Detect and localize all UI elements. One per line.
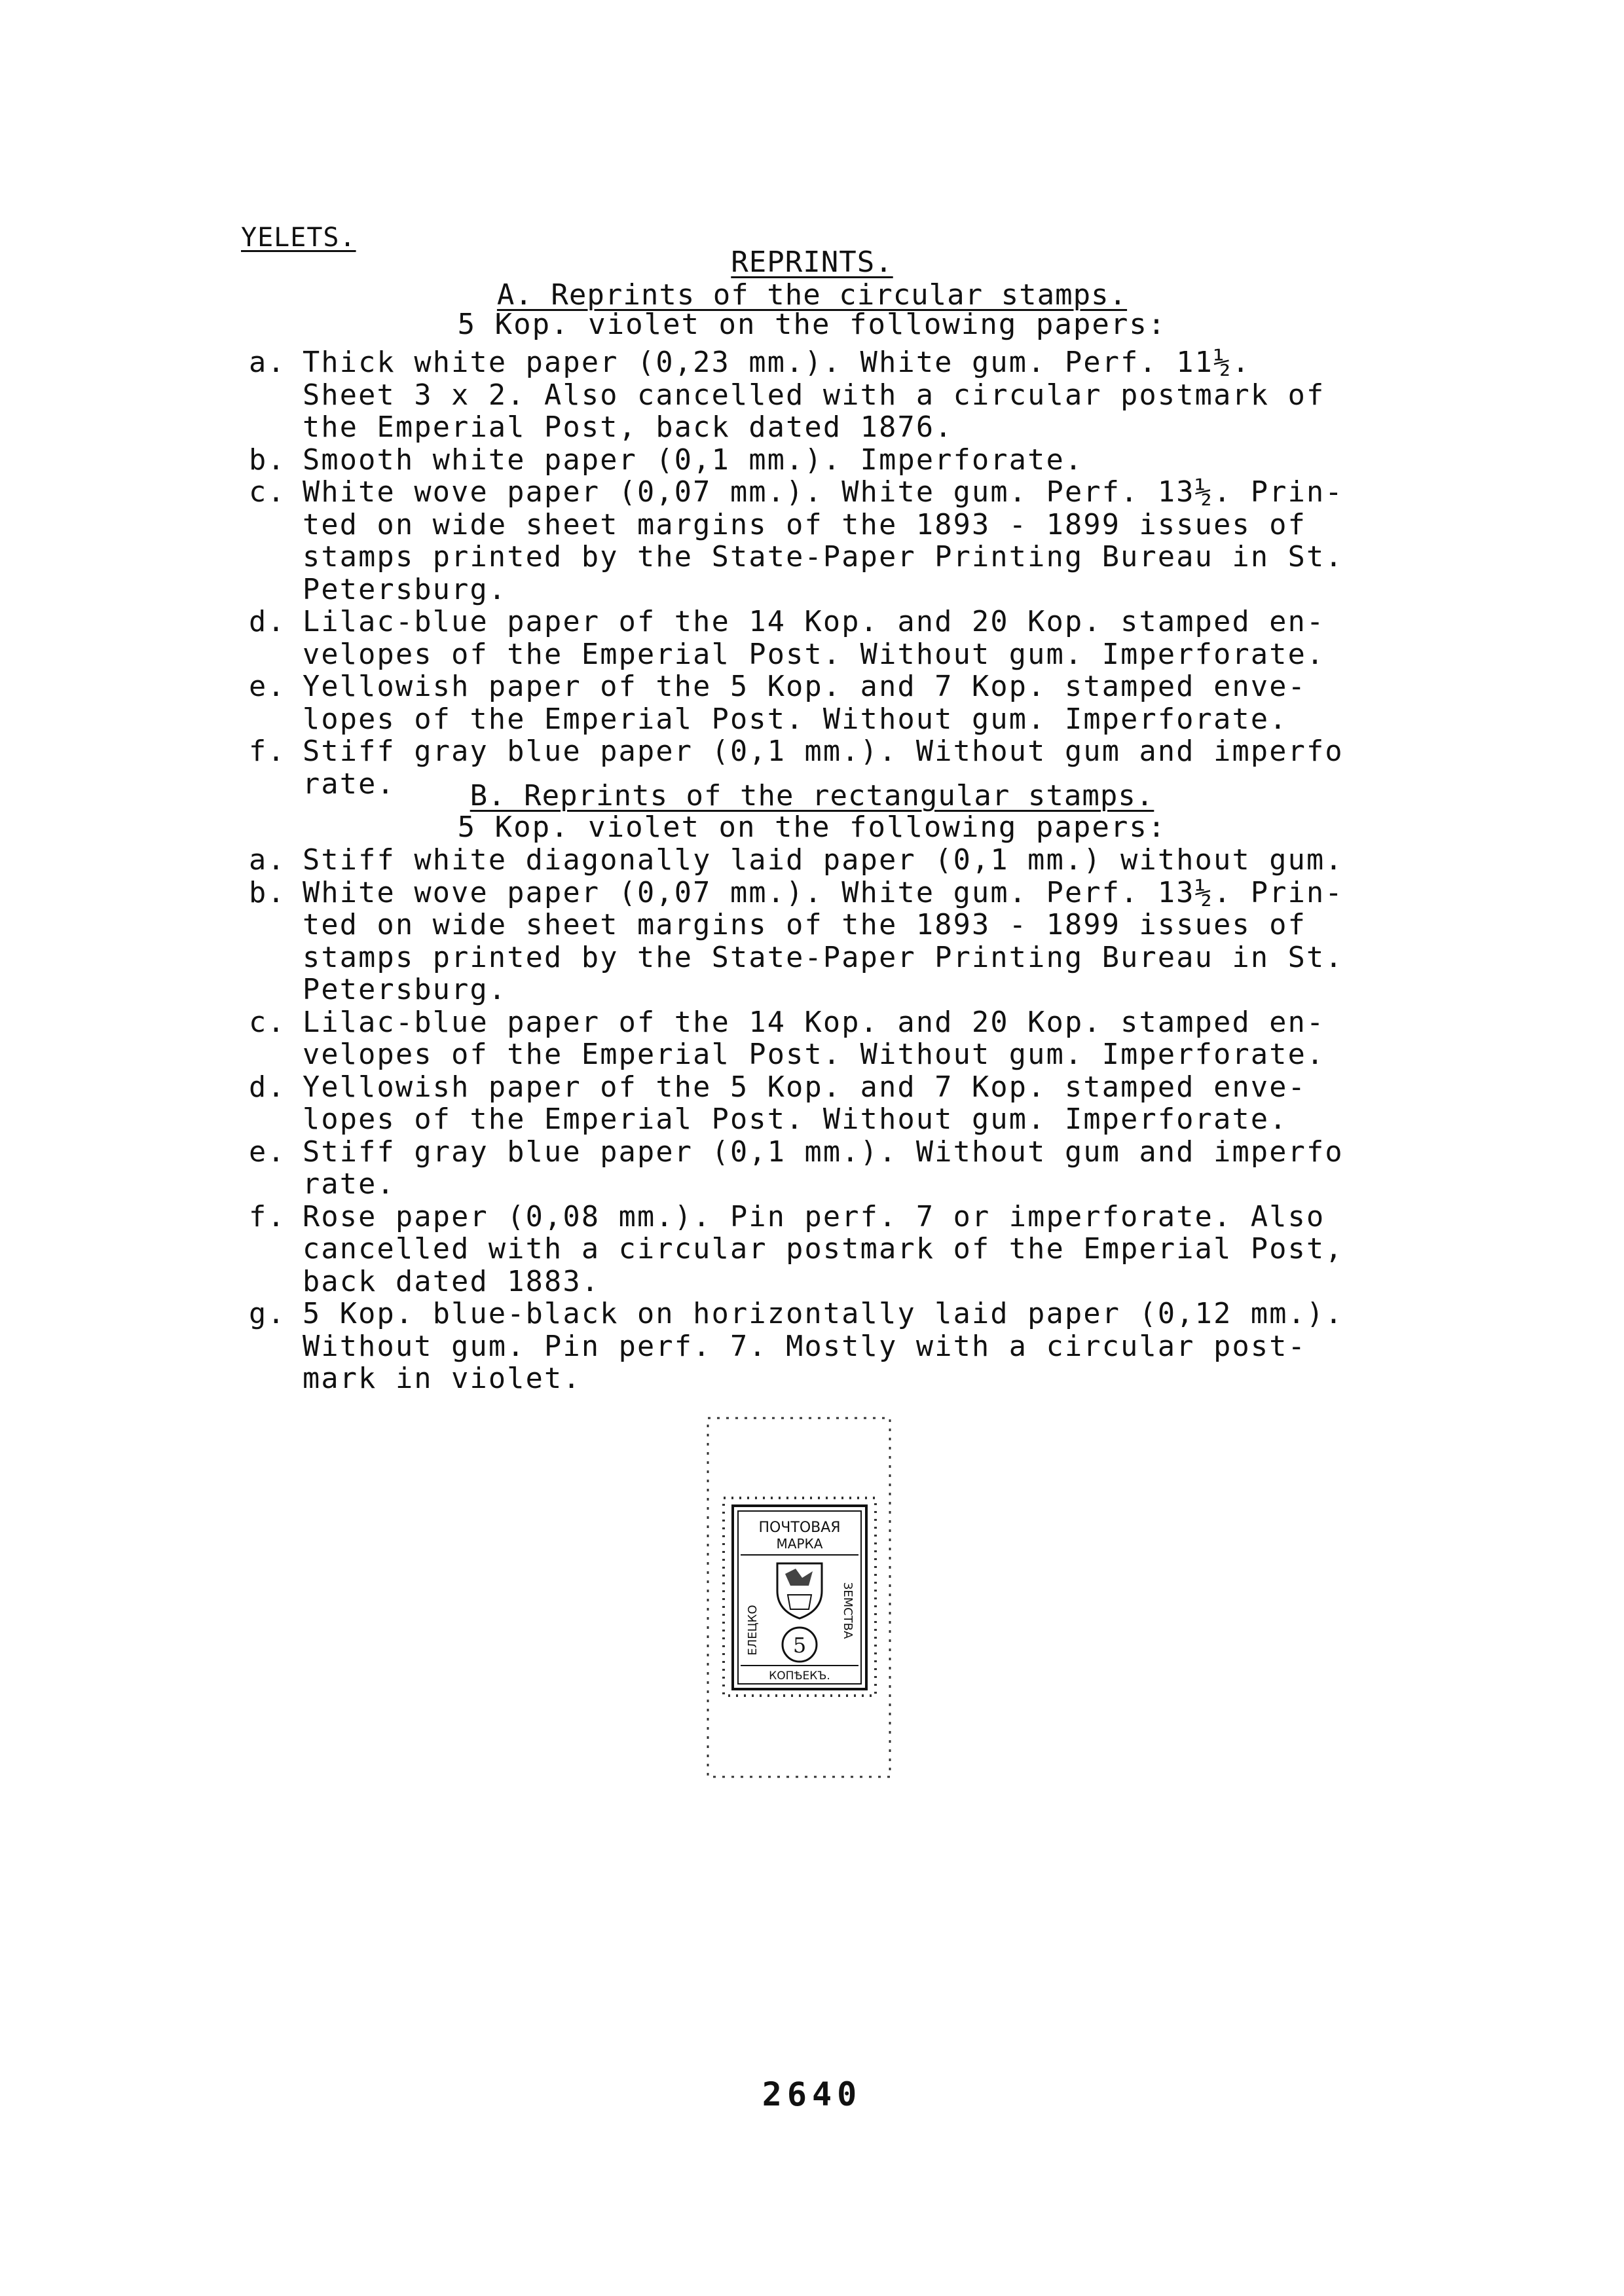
stamp-paper-border [708, 1418, 890, 1777]
list-item: g. 5 Kop. blue-black on horizontally laid paper (0,12 mm.). Without gum. Pin perf. 7. Mostly with a circular post- mark in violet. [249, 1298, 1344, 1395]
page-title: YELETS. [241, 223, 356, 253]
section-a-heading-text: A. Reprints of the circular stamps. [496, 278, 1128, 312]
reprints-heading-text: REPRINTS. [731, 246, 893, 279]
list-item: a. Thick white paper (0,23 mm.). White gum. Perf. 11½. Sheet 3 x 2. Also cancelled with a circular postmark of the Emperial Post, back dated 1876. [249, 346, 1325, 444]
list-item: c. White wove paper (0,07 mm.). White gum. Perf. 13½. Prin- ted on wide sheet margins of the 1893 - 1899 issues of stamps printed by the State-Paper Printing Bureau in St. Petersburg. [249, 476, 1344, 606]
list-item: a. Stiff white diagonally laid paper (0,1 mm.) without gum. [249, 844, 1344, 877]
stamp-top-text: ПОЧТОВАЯ [758, 1520, 841, 1536]
list-item: e. Stiff gray blue paper (0,1 mm.). Without gum and imperfo rate. [249, 1135, 1344, 1201]
coat-of-arms-icon [777, 1563, 822, 1618]
section-b-intro: 5 Kop. violet on the following papers: [457, 811, 1167, 844]
section-a-list [249, 347, 1375, 801]
list-item: b. White wove paper (0,07 mm.). White gum. Perf. 13½. Prin- ted on wide sheet margins of the 1893 - 1899 issues of stamps printed by the State-Paper Printing Bureau in St. Petersburg. [249, 876, 1344, 1006]
page-number: 2640 [762, 2075, 862, 2113]
list-item: d. Lilac-blue paper of the 14 Kop. and 20 Kop. stamped en- velopes of the Emperial Post. Without gum. Imperforate. [249, 606, 1325, 671]
stamp-top-text-2: МАРКА [776, 1536, 823, 1552]
list-item: e. Yellowish paper of the 5 Kop. and 7 Kop. stamped enve- lopes of the Emperial Post. Without gum. Imperforate. [249, 670, 1307, 736]
section-b-heading-text: B. Reprints of the rectangular stamps. [470, 779, 1154, 812]
stamp-illustration [704, 1414, 894, 1781]
stamp-value: 5 [792, 1633, 807, 1658]
list-item: b. Smooth white paper (0,1 mm.). Imperforate. [249, 443, 1084, 477]
section-a-heading [0, 278, 1624, 312]
section-b-list [249, 845, 1375, 1396]
list-item: c. Lilac-blue paper of the 14 Kop. and 20 Kop. stamped en- velopes of the Emperial Post. Without gum. Imperforate. [249, 1006, 1325, 1071]
section-a-intro: 5 Kop. violet on the following papers: [457, 308, 1167, 341]
reprints-heading [0, 246, 1624, 279]
stamp-right-text: ЗЕМСТВА [841, 1582, 855, 1639]
list-item: f. Stiff gray blue paper (0,1 mm.). Without gum and imperfo rate. [249, 735, 1344, 801]
list-item: d. Yellowish paper of the 5 Kop. and 7 Kop. stamped enve- lopes of the Emperial Post. Without gum. Imperforate. [249, 1070, 1307, 1136]
list-item: f. Rose paper (0,08 mm.). Pin perf. 7 or imperforate. Also cancelled with a circular postmark of the Emperial Post, back dated 1883. [249, 1200, 1344, 1298]
stamp-bottom-text: КОПѢЕКЪ. [769, 1669, 830, 1683]
section-b-heading [0, 779, 1624, 812]
stamp-left-text: ЕЛЕЦКО [746, 1605, 760, 1656]
